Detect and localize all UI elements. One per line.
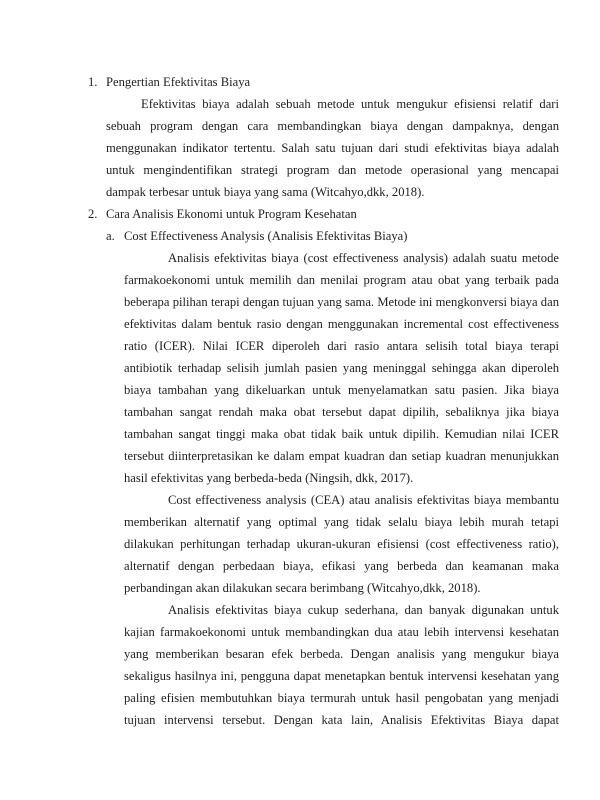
paragraph-3-line: yang memberikan besaran efek berbeda. Dengan analisis yang mengukur biaya bbox=[124, 647, 559, 661]
section-1-paragraph-line: sebuah program dengan cara membandingkan biaya dengan dampaknya, dengan bbox=[106, 119, 559, 133]
paragraph-1-line: Analisis efektivitas biaya (cost effectiveness analysis) adalah suatu metode bbox=[168, 251, 559, 265]
section-1-heading: Pengertian Efektivitas Biaya bbox=[106, 75, 251, 89]
paragraph-1-line: tambahan sangat rendah maka obat tersebut dapat dipilih, sebaliknya jika biaya bbox=[124, 405, 559, 419]
paragraph-2-line: alternatif dengan perbedaan biaya, efikasi yang berbeda dan keamanan maka bbox=[124, 559, 559, 573]
paragraph-1-line: efektivitas dalam bentuk rasio dengan menggunakan incremental cost effectiveness bbox=[124, 317, 559, 331]
section-1-paragraph-line: dampak terbesar untuk biaya yang sama (Witcahyo,dkk, 2018). bbox=[106, 185, 425, 199]
paragraph-1-line: biaya tambahan yang dikeluarkan untuk menyelamatkan satu pasien. Jika biaya bbox=[124, 383, 559, 397]
paragraph-1-line: farmakoekonomi untuk memilih dan menilai program atau obat yang terbaik pada bbox=[124, 273, 559, 287]
section-1-paragraph-line: Efektivitas biaya adalah sebuah metode untuk mengukur efisiensi relatif dari bbox=[141, 97, 559, 111]
paragraph-1-line: antibiotik terhadap selisih jumlah pasien yang meninggal sehingga akan diperoleh bbox=[124, 361, 559, 375]
paragraph-2-line: Cost effectiveness analysis (CEA) atau analisis efektivitas biaya membantu bbox=[168, 493, 559, 507]
paragraph-2-line: perbandingan akan dilakukan secara berimbang (Witcahyo,dkk, 2018). bbox=[124, 581, 481, 595]
section-1-paragraph-line: untuk mengindentifikan strategi program dan metode operasional yang mencapai bbox=[106, 163, 559, 177]
paragraph-1-line: tambahan sangat tinggi maka obat tidak baik untuk dipilih. Kemudian nilai ICER bbox=[124, 427, 559, 441]
section-2-number: 2. bbox=[88, 207, 98, 221]
paragraph-1-line: beberapa pilihan terapi dengan tujuan yang sama. Metode ini mengkonversi biaya dan bbox=[124, 295, 559, 309]
paragraph-2-line: dilakukan perhitungan terhadap ukuran-ukuran efisiensi (cost effectiveness ratio), bbox=[124, 537, 559, 551]
subsection-a-heading: Cost Effectiveness Analysis (Analisis Efektivitas Biaya) bbox=[124, 229, 408, 243]
paragraph-3-line: kajian farmakoekonomi untuk membandingkan dua atau lebih intervensi kesehatan bbox=[124, 625, 559, 639]
paragraph-3-line: sekaligus hasilnya ini, pengguna dapat menetapkan bentuk intervensi kesehatan yang bbox=[124, 669, 559, 683]
paragraph-2-line: memberikan alternatif yang optimal yang tidak selalu biaya lebih murah tetapi bbox=[124, 515, 559, 529]
paragraph-1-line: hasil efektivitas yang berbeda-beda (Ningsih, dkk, 2017). bbox=[124, 471, 414, 485]
paragraph-3-line: paling efisien membutuhkan biaya termurah untuk hasil pengobatan yang menjadi bbox=[124, 691, 559, 705]
paragraph-1-line: tersebut diinterpretasikan ke dalam empat kuadran dan setiap kuadran menunjukkan bbox=[124, 449, 559, 463]
paragraph-3-line: Analisis efektivitas biaya cukup sederhana, dan banyak digunakan untuk bbox=[168, 603, 559, 617]
subsection-a-letter: a. bbox=[106, 229, 115, 243]
paragraph-3-line: tujuan intervensi tersebut. Dengan kata lain, Analisis Efektivitas Biaya dapat bbox=[124, 713, 559, 727]
paragraph-1-line: ratio (ICER). Nilai ICER diperoleh dari rasio antara selisih total biaya terapi bbox=[124, 339, 559, 353]
section-1-number: 1. bbox=[88, 75, 98, 89]
section-2-heading: Cara Analisis Ekonomi untuk Program Kesehatan bbox=[106, 207, 357, 221]
section-1-paragraph-line: menggunakan indikator tertentu. Salah satu tujuan dari studi efektivitas biaya adalah bbox=[106, 141, 559, 155]
